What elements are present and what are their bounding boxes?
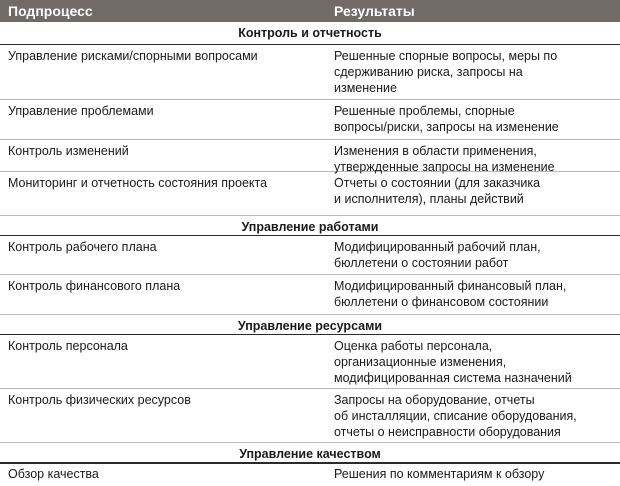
section-row (0, 315, 620, 335)
subprocess-cell: Обзор качества (8, 467, 99, 481)
header-subprocess: Подпроцесс (8, 3, 93, 19)
results-line: Решенные проблемы, спорные (334, 104, 515, 118)
header-results: Результаты (334, 3, 415, 19)
table-row (0, 45, 620, 100)
results-line: сдерживанию риска, запросы на (334, 65, 523, 79)
table-row (0, 389, 620, 443)
subprocess-cell: Мониторинг и отчетность состояния проекта (8, 176, 268, 190)
results-line: и исполнителя), планы действий (334, 192, 524, 206)
results-cell (334, 392, 616, 440)
results-cell (334, 466, 616, 482)
section-title: Контроль и отчетность (238, 26, 382, 40)
results-line: Решенные спорные вопросы, меры по (334, 49, 558, 63)
results-line: Оценка работы персонала, (334, 339, 493, 353)
results-cell (334, 175, 616, 207)
results-cell (334, 103, 616, 135)
results-line: Изменения в области применения, (334, 144, 537, 158)
section-title: Управление ресурсами (237, 319, 383, 333)
subprocess-cell: Контроль рабочего плана (8, 240, 157, 254)
table-row (0, 463, 620, 481)
results-line: организационные изменения, (334, 355, 507, 369)
section-row (0, 22, 620, 45)
results-cell (334, 143, 616, 175)
table-row (0, 172, 620, 216)
table-row (0, 335, 620, 389)
table-row (0, 236, 620, 275)
results-line: Модифицированный рабочий план, (334, 240, 541, 254)
subprocess-cell: Управление рисками/спорными вопросами (8, 49, 258, 63)
table-row (0, 140, 620, 172)
results-cell (334, 239, 616, 271)
results-line: бюллетени о состоянии работ (334, 256, 509, 270)
subprocess-cell: Контроль персонала (8, 339, 128, 353)
results-line: изменение (334, 81, 397, 95)
section-title: Управление работами (241, 220, 379, 234)
results-line: Решения по комментариям к обзору (334, 467, 545, 481)
results-line: вопросы/риски, запросы на изменение (334, 120, 559, 134)
section-row (0, 216, 620, 236)
subprocess-cell: Управление проблемами (8, 104, 154, 118)
results-line: об инсталляции, списание оборудования, (334, 409, 577, 423)
results-line: Модифицированный финансовый план, (334, 279, 567, 293)
subprocess-cell: Контроль изменений (8, 144, 129, 158)
results-line: модифицированная система назначений (334, 371, 572, 385)
results-line: Отчеты о состоянии (для заказчика (334, 176, 541, 190)
table-row (0, 100, 620, 140)
subprocess-cell: Контроль финансового плана (8, 279, 181, 293)
results-line: Запросы на оборудование, отчеты (334, 393, 535, 407)
results-line: бюллетени о финансовом состоянии (334, 295, 549, 309)
section-row (0, 443, 620, 463)
table-row (0, 275, 620, 315)
results-cell (334, 338, 616, 386)
results-cell (334, 278, 616, 310)
subprocess-cell: Контроль физических ресурсов (8, 393, 191, 407)
results-line: отчеты о неисправности оборудования (334, 425, 561, 439)
table-header (0, 0, 620, 22)
results-line: утвержденные запросы на изменение (334, 160, 555, 174)
results-cell (334, 48, 616, 96)
section-title: Управление качеством (239, 447, 381, 461)
